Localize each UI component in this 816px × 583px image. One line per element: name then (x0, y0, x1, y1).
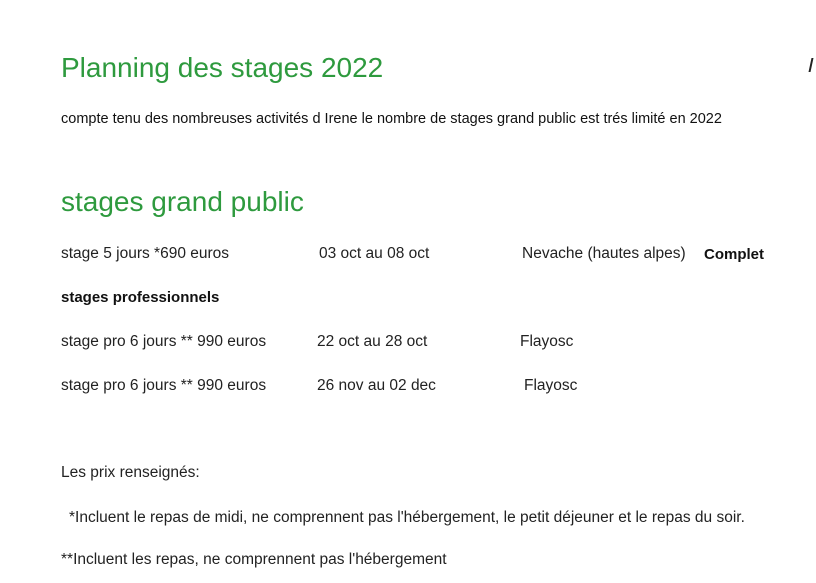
prices-heading: Les prix renseignés: (61, 464, 200, 481)
stage-description: stage 5 jours *690 euros (61, 245, 230, 262)
stage-dates: 22 oct au 28 oct (317, 333, 428, 350)
status-badge: Complet (704, 246, 764, 263)
page-title: Planning des stages 2022 (61, 52, 384, 83)
section-title-professionnels: stages professionnels (61, 289, 220, 306)
stage-location: Nevache (hautes alpes) (522, 245, 686, 262)
section-title-grand-public: stages grand public (61, 186, 304, 217)
price-note-double-star: **Incluent les repas, ne comprennent pas l'hébergement (61, 551, 447, 568)
price-note-single-star: *Incluent le repas de midi, ne comprennent pas l'hébergement, le petit déjeuner et le repas du soir. (69, 509, 745, 526)
cropped-edge-mark (809, 58, 814, 72)
intro-text: compte tenu des nombreuses activités d Irene le nombre de stages grand public est trés limité en 2022 (61, 111, 722, 127)
stage-dates: 26 nov au 02 dec (317, 377, 436, 394)
stage-description: stage pro 6 jours ** 990 euros (61, 377, 267, 394)
stage-dates: 03 oct au 08 oct (319, 245, 430, 262)
stage-location: Flayosc (520, 333, 574, 350)
stage-location: Flayosc (524, 377, 578, 394)
stage-description: stage pro 6 jours ** 990 euros (61, 333, 267, 350)
